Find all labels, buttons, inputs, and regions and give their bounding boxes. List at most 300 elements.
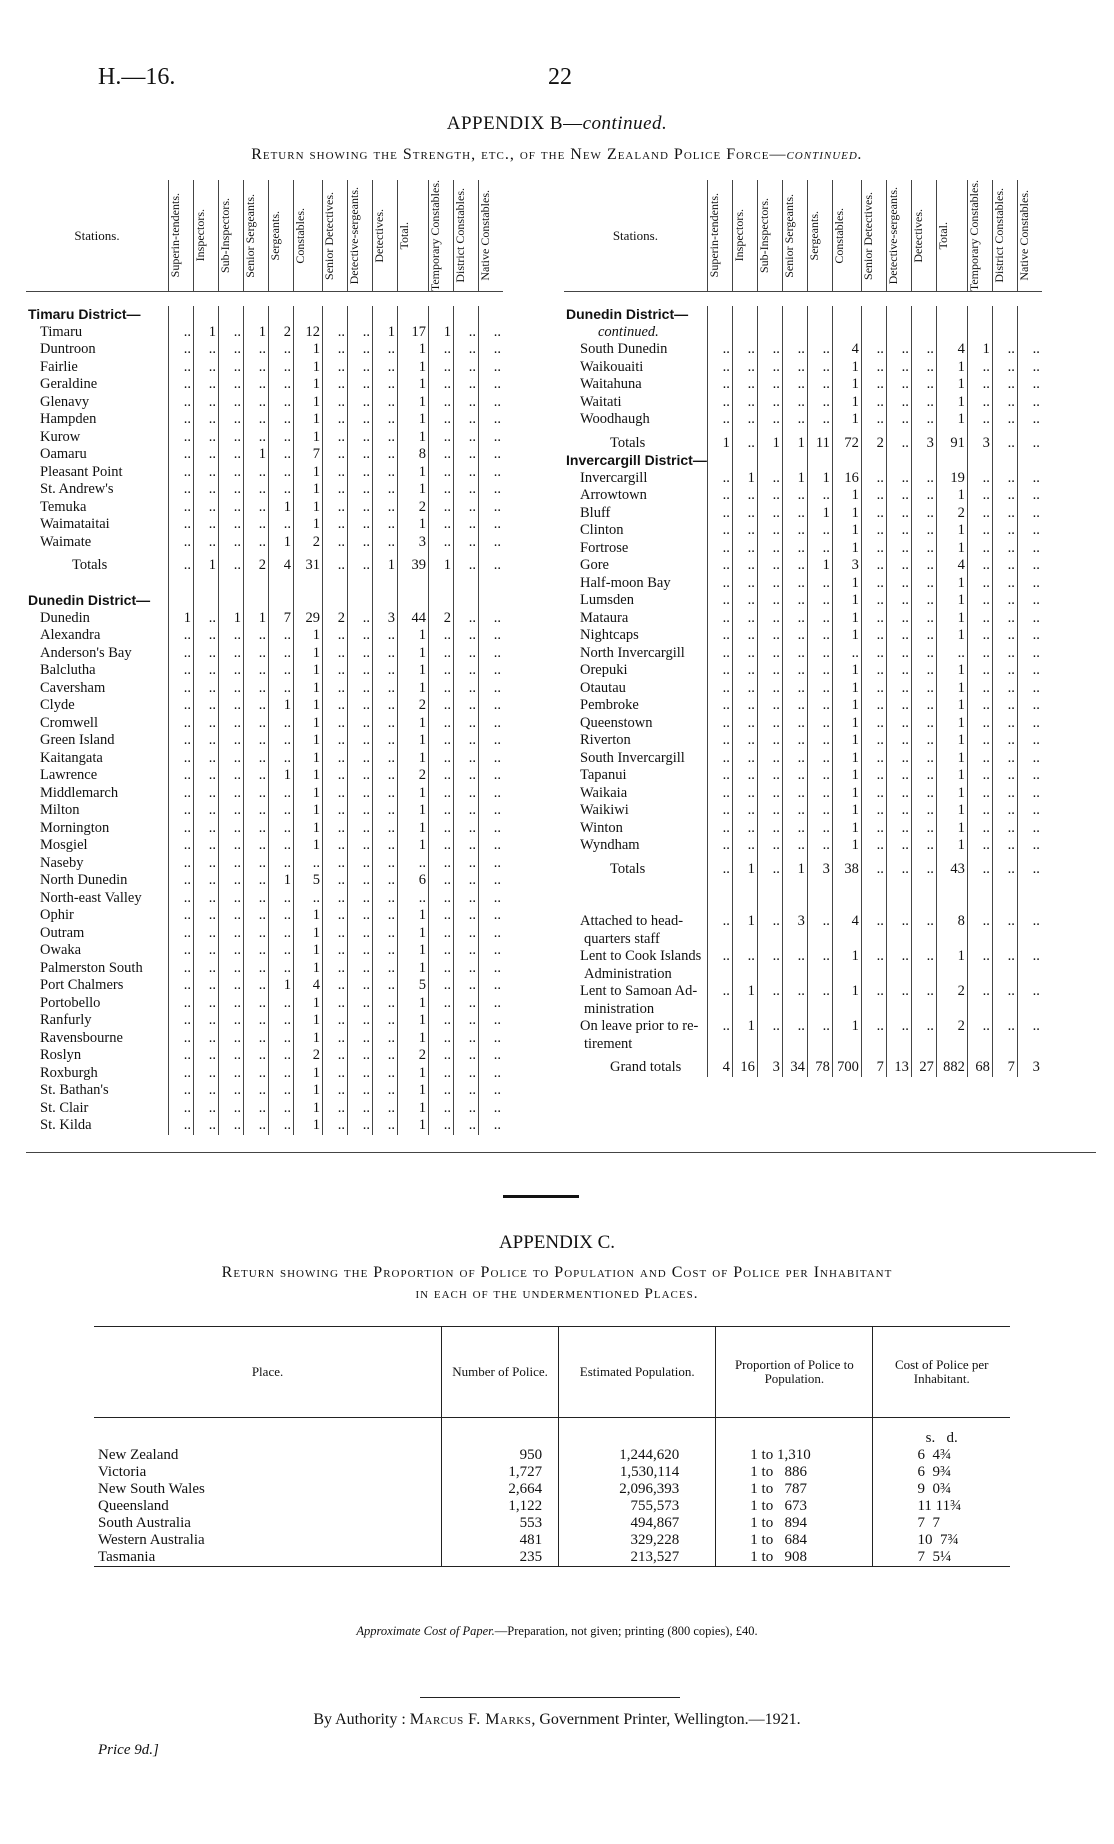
cell-value: 1 [832,715,861,733]
population-row [94,1498,1010,1515]
cell-value: .. [269,429,294,447]
cell-value: .. [373,960,398,978]
station-name: South Invercargill [580,749,685,766]
cell-value: 1 [832,505,861,523]
cell-value: .. [169,359,194,377]
cell-value: .. [323,499,348,517]
cell-value: .. [707,575,732,593]
cell-value: .. [757,855,782,879]
cell-value: .. [886,715,911,733]
station-name: Middlemarch [40,784,119,801]
cell-value: .. [169,890,194,908]
station-name: Otautau [580,679,626,696]
cell-value: 1 [294,715,323,733]
cell-value: 1 [707,429,732,453]
cell-value: .. [194,394,219,412]
cell-value: .. [911,662,936,680]
station-name: Orepuki [580,662,628,679]
cell-value: .. [269,341,294,359]
cell-value [398,306,429,324]
station-name: Geraldine [40,376,98,393]
cell-value: .. [479,324,504,342]
table-row [26,499,503,517]
cell-value: .. [479,837,504,855]
cell-value: .. [373,907,398,925]
cell-value: .. [911,592,936,610]
station-name: Lumsden [580,592,634,609]
cell-value [861,966,886,984]
cell-value [832,966,861,984]
cell-value: .. [861,837,886,855]
cell-value: .. [323,820,348,838]
table-row [26,575,503,593]
cell-value: .. [707,855,732,879]
cell-value: .. [429,394,454,412]
cell-value: .. [373,359,398,377]
cell-value: .. [219,376,244,394]
cell-value: .. [219,872,244,890]
cell-value: .. [886,610,911,628]
station-name: Mataura [580,609,629,626]
col-header [992,180,1017,292]
cell-value: .. [807,662,832,680]
cell-value: 1 [732,983,757,1001]
cell-value: .. [861,376,886,394]
cell-value: 1 [832,767,861,785]
cell-value: .. [1017,697,1042,715]
cell-value: .. [429,925,454,943]
cell-value [454,306,479,324]
cell-value: .. [454,942,479,960]
table-row [564,627,1042,645]
cell-value: .. [244,1082,269,1100]
cell-value: 1 [936,837,967,855]
table-row [564,1053,1042,1077]
cell-value: .. [992,1018,1017,1036]
cell-value [782,324,807,342]
cell-value: 1 [398,995,429,1013]
cell-value: .. [479,785,504,803]
cell-value: .. [936,645,967,663]
cell-value: .. [169,499,194,517]
col-stations: Stations. [564,180,707,292]
cell-value: .. [244,411,269,429]
cell-value: 1 [936,359,967,377]
station-name: Waitahuna [580,376,642,393]
cell-value: .. [169,324,194,342]
station-name: Invercargill District— [566,452,707,469]
cell-value: 1 [398,1030,429,1048]
table-row [564,697,1042,715]
cell-value: .. [169,1100,194,1118]
cell-value: .. [886,645,911,663]
cell-value: .. [169,837,194,855]
cell-value: .. [861,802,886,820]
cell-value: .. [861,750,886,768]
station-name: Tapanui [580,767,627,784]
cell-value [398,592,429,610]
cell-value: 43 [936,855,967,879]
population-place: Victoria [98,1464,147,1480]
cell-value: .. [782,983,807,1001]
cell-value: .. [886,470,911,488]
cell-value: .. [269,645,294,663]
cell-value: 1 [429,324,454,342]
station-name: Lawrence [40,767,98,784]
cell-value: 68 [967,1053,992,1077]
cell-value: .. [348,680,373,698]
cell-value: .. [757,394,782,412]
station-name: tirement [584,1035,633,1052]
table-row [564,610,1042,628]
cell-value: .. [861,411,886,429]
cell-value [454,592,479,610]
cell-value [886,452,911,470]
cell-value: .. [861,359,886,377]
cell-value: .. [861,575,886,593]
population-row [94,1515,1010,1532]
cell-value: .. [194,1047,219,1065]
cell-value [1017,878,1042,896]
table-row [564,470,1042,488]
cell-value: .. [1017,662,1042,680]
cell-value [348,592,373,610]
cell-value [294,575,323,593]
cell-value: .. [348,341,373,359]
cell-value: 1 [832,820,861,838]
col-header-label: Detectives. [372,208,386,263]
cell-value: .. [732,785,757,803]
cell-value: 1 [832,732,861,750]
cell-value: .. [1017,429,1042,453]
station-name: Wyndham [580,837,640,854]
cell-value: .. [1017,767,1042,785]
cell-value [911,966,936,984]
cell-value: .. [911,470,936,488]
cell-value: .. [732,750,757,768]
cell-value: .. [707,715,732,733]
cell-value: .. [757,610,782,628]
cell-value [936,1001,967,1019]
cell-value: .. [967,715,992,733]
cell-value: .. [707,837,732,855]
cell-value: .. [269,960,294,978]
cell-value: .. [269,394,294,412]
station-name: Arrowtown [580,487,647,504]
cell-value: 11 [807,429,832,453]
station-name: Dunedin [40,609,90,626]
table-row [26,610,503,628]
cell-value: 1 [294,960,323,978]
cell-value: .. [861,732,886,750]
cell-value: .. [269,925,294,943]
cell-value [967,878,992,896]
cell-value: .. [911,505,936,523]
cell-value: .. [244,627,269,645]
cell-value: .. [967,411,992,429]
cell-value: 2 [398,697,429,715]
cell-value: .. [194,645,219,663]
cell-value: .. [323,359,348,377]
cell-value: .. [373,1117,398,1135]
col-header [323,180,348,292]
station-name: Half-moon Bay [580,574,671,591]
cell-value: .. [269,662,294,680]
cell-value: .. [348,960,373,978]
cell-value [992,452,1017,470]
appendix-b-subtitle-cont: continued. [786,146,863,163]
cell-value: .. [244,534,269,552]
cell-value: 1 [398,680,429,698]
population-row [94,1549,1010,1567]
cell-value: .. [429,977,454,995]
cell-value: .. [861,913,886,931]
authority-prefix: By Authority : [313,1711,410,1728]
cell-value: .. [782,837,807,855]
cell-value [707,896,732,914]
cell-value: .. [782,522,807,540]
cell-value: 12 [294,324,323,342]
cell-value: .. [1017,411,1042,429]
cell-value: 2 [294,534,323,552]
col-header-label: Senior Sergeants. [781,193,796,278]
cell-value [454,575,479,593]
table-row [26,1082,503,1100]
cell-value: .. [269,359,294,377]
cell-value: 3 [373,610,398,628]
cell-value: .. [479,627,504,645]
cell-value [398,575,429,593]
cell-value [967,931,992,949]
cell-value: 1 [832,948,861,966]
table-row [26,481,503,499]
cell-value: .. [886,540,911,558]
cell-value: .. [194,855,219,873]
table-row [564,715,1042,733]
cell-value: .. [373,376,398,394]
spacer-cell [26,292,503,307]
cell-value: 1 [398,942,429,960]
table-row [26,837,503,855]
cell-value: .. [911,1018,936,1036]
table-row [26,942,503,960]
cell-value: .. [454,429,479,447]
table-row [564,966,1042,984]
cell-value: .. [967,802,992,820]
cell-value: 1 [398,750,429,768]
cell-value: .. [992,522,1017,540]
cell-value: .. [707,767,732,785]
cell-value: .. [886,557,911,575]
cell-value: .. [219,802,244,820]
cell-value: .. [732,540,757,558]
cell-value: .. [348,1030,373,1048]
station-name: Waimataitai [40,516,110,533]
cell-value: 1 [294,750,323,768]
cell-value: .. [479,645,504,663]
cell-value: .. [348,662,373,680]
cell-value: .. [479,907,504,925]
cell-value [807,896,832,914]
cell-value: 1 [732,1018,757,1036]
paper-cost-detail: —Preparation, not given; printing (800 copies), £40. [494,1624,758,1638]
cell-value: 4 [936,341,967,359]
cell-value: .. [1017,837,1042,855]
cell-value: .. [244,855,269,873]
cell-value: .. [782,802,807,820]
col-header [294,180,323,292]
cell-value: .. [861,341,886,359]
cell-value [911,878,936,896]
cell-value: .. [479,1065,504,1083]
cell-value [832,931,861,949]
cell-value: 1 [294,732,323,750]
cell-value: .. [479,534,504,552]
cell-value: .. [992,341,1017,359]
cell-value: 1 [294,662,323,680]
cell-value: .. [757,913,782,931]
station-name: Green Island [40,732,115,749]
cell-value [269,592,294,610]
cell-value: .. [886,767,911,785]
cell-value: .. [782,394,807,412]
cell-value: .. [373,516,398,534]
cell-value: 91 [936,429,967,453]
cell-value: .. [1017,394,1042,412]
cell-value: .. [244,359,269,377]
cell-value: .. [269,411,294,429]
station-name: North Dunedin [40,872,128,889]
cell-value: .. [244,960,269,978]
station-name: North Invercargill [580,644,685,661]
cell-value: .. [479,376,504,394]
col-header-label: Detective-sergeants. [885,186,900,285]
cell-value: .. [886,913,911,931]
appendix-b-title [0,113,1114,135]
table-header [26,180,503,292]
cell-value: 1 [936,715,967,733]
table-row [564,452,1042,470]
cell-value: .. [479,429,504,447]
cell-value: 1 [194,324,219,342]
population-cost: 6 9¾ [873,1464,1010,1481]
station-name: Timaru District— [28,306,141,323]
station-name: Waikiwi [580,802,629,819]
station-name: Clyde [40,697,75,714]
cell-value [807,324,832,342]
cell-value: .. [1017,645,1042,663]
population-cost: 6 4¾ [873,1447,1010,1464]
cell-value [323,592,348,610]
cell-value: .. [757,983,782,1001]
cell-value: .. [194,715,219,733]
cell-value: .. [732,732,757,750]
cell-value: .. [886,1018,911,1036]
cell-value: .. [992,540,1017,558]
cell-value: .. [348,855,373,873]
cell-value: .. [707,540,732,558]
cell-value: 1 [294,627,323,645]
table-row [26,1030,503,1048]
cell-value: .. [429,1012,454,1030]
cell-value: .. [757,948,782,966]
cell-value: .. [967,610,992,628]
table-body [564,292,1042,1077]
cell-value: 1 [294,464,323,482]
cell-value: .. [194,516,219,534]
cell-value: .. [861,540,886,558]
cell-value: .. [169,750,194,768]
col-header [936,180,967,292]
cell-value: 7 [294,446,323,464]
cell-value: .. [1017,592,1042,610]
cell-value: .. [429,499,454,517]
strength-table-right-wrap [564,180,1096,1077]
cell-value: .. [169,732,194,750]
cell-value: .. [911,732,936,750]
document-reference: H.—16. [98,64,176,90]
cell-value: .. [348,995,373,1013]
cell-value: .. [294,890,323,908]
cell-value: .. [454,925,479,943]
cell-value [244,592,269,610]
cell-value: .. [219,837,244,855]
cell-value: .. [1017,470,1042,488]
cell-value: .. [861,715,886,733]
station-name: Grand totals [610,1059,682,1076]
cell-value: .. [911,627,936,645]
cell-value: .. [169,516,194,534]
cell-value: .. [373,750,398,768]
col-header [757,180,782,292]
cell-value: .. [194,411,219,429]
currency-cell [716,1418,873,1448]
cell-value [861,1036,886,1054]
cell-value: .. [911,341,936,359]
cell-value [861,452,886,470]
cell-value: .. [757,785,782,803]
cell-value: .. [861,855,886,879]
cell-value: .. [169,1117,194,1135]
cell-value [757,306,782,324]
station-name: Kurow [40,428,81,445]
cell-value [479,592,504,610]
cell-value [886,896,911,914]
cell-value: .. [782,1018,807,1036]
cell-value: .. [323,855,348,873]
cell-value [911,324,936,342]
cell-value: .. [219,324,244,342]
cell-value: 38 [832,855,861,879]
cell-value: .. [967,394,992,412]
cell-value: .. [807,540,832,558]
cell-value: .. [807,341,832,359]
cell-value: .. [807,575,832,593]
station-name: St. Clair [40,1099,89,1116]
cell-value: 1 [832,610,861,628]
cell-value: 1 [294,837,323,855]
cell-value: .. [1017,785,1042,803]
cell-value: .. [861,983,886,1001]
cell-value: .. [429,942,454,960]
cell-value: .. [194,767,219,785]
cell-value: .. [967,820,992,838]
cell-value [269,306,294,324]
table-row [26,411,503,429]
cell-value: .. [348,907,373,925]
cell-value: .. [219,925,244,943]
cell-value: .. [169,394,194,412]
